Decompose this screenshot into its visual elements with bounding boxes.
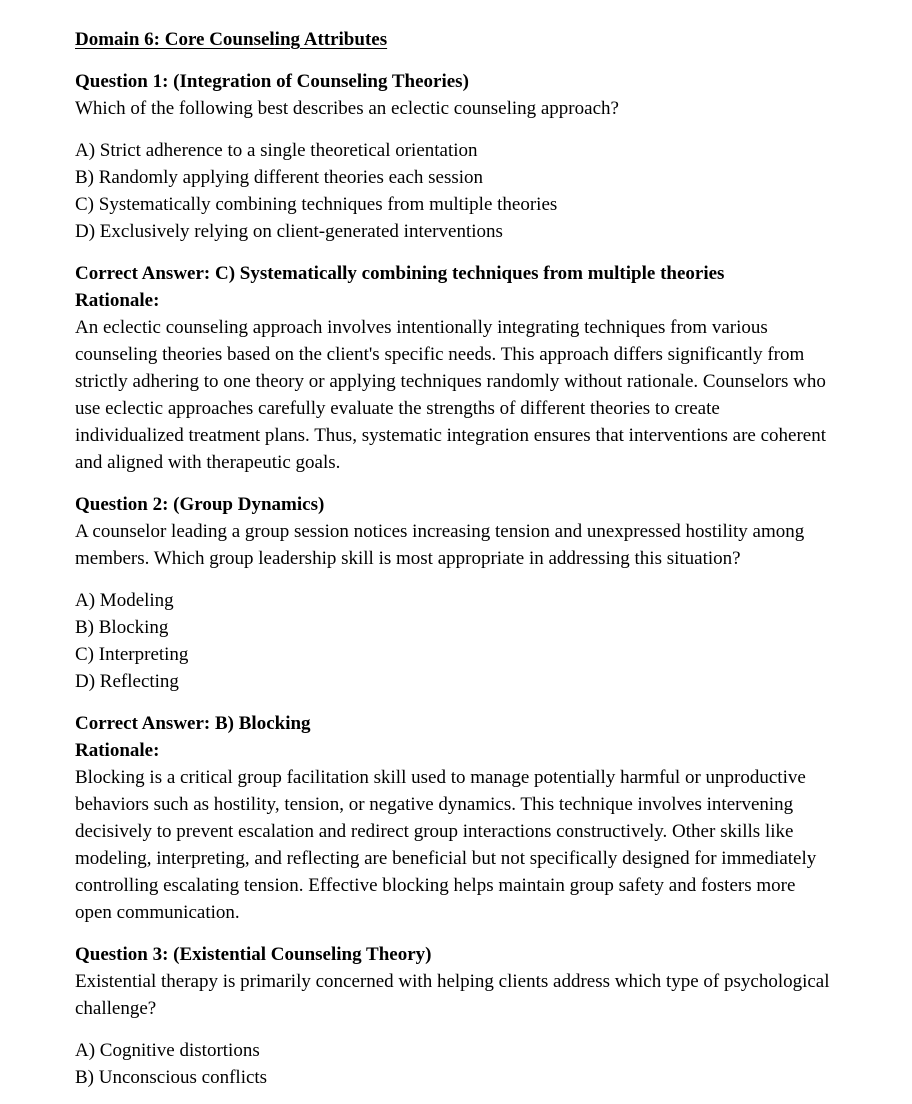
rationale-text: Blocking is a critical group facilitation skill used to manage potentially harmful or unproductive behaviors such as hostility, tension, or negative dynamics. This technique involves intervening decisively to prevent escalation and redirect group interactions constructively. Other skills like modeling, interpreting, and reflecting are beneficial but not specifically designed for immediately controlling escalating tension. Effective blocking helps maintain group safety and fosters more open communication. bbox=[75, 767, 817, 923]
option-b: B) Blocking bbox=[75, 617, 169, 638]
question-3-intro bbox=[75, 941, 832, 1022]
correct-answer: Correct Answer: B) Blocking bbox=[75, 713, 311, 734]
question-1-intro bbox=[75, 68, 832, 122]
option-b: B) Randomly applying different theories each session bbox=[75, 167, 484, 188]
question-block-1 bbox=[75, 68, 832, 476]
option-d: D) Reflecting bbox=[75, 671, 179, 692]
rationale-label: Rationale: bbox=[75, 740, 160, 761]
question-3-text: Existential therapy is primarily concerned with helping clients address which type of psychological challenge? bbox=[75, 971, 830, 1019]
option-c: C) Systematically combining techniques from multiple theories bbox=[75, 194, 558, 215]
question-1-options bbox=[75, 137, 832, 245]
question-2-options bbox=[75, 587, 832, 695]
question-1-answer-section bbox=[75, 260, 832, 476]
option-c: C) Interpreting bbox=[75, 644, 189, 665]
question-block-2 bbox=[75, 491, 832, 926]
document-title: Domain 6: Core Counseling Attributes bbox=[75, 29, 388, 50]
question-1-heading: Question 1: (Integration of Counseling Theories) bbox=[75, 71, 469, 92]
option-a: A) Modeling bbox=[75, 590, 174, 611]
option-b: B) Unconscious conflicts bbox=[75, 1067, 268, 1088]
rationale-label: Rationale: bbox=[75, 290, 160, 311]
question-2-heading: Question 2: (Group Dynamics) bbox=[75, 494, 325, 515]
option-a: A) Strict adherence to a single theoretical orientation bbox=[75, 140, 478, 161]
question-2-text: A counselor leading a group session notices increasing tension and unexpressed hostility among members. Which group leadership skill is most appropriate in addressing this situation? bbox=[75, 521, 805, 569]
question-1-text: Which of the following best describes an eclectic counseling approach? bbox=[75, 98, 619, 119]
option-a: A) Cognitive distortions bbox=[75, 1040, 260, 1061]
correct-answer: Correct Answer: C) Systematically combining techniques from multiple theories bbox=[75, 263, 725, 284]
option-d: D) Exclusively relying on client-generated interventions bbox=[75, 221, 503, 242]
question-block-3 bbox=[75, 941, 832, 1091]
question-2-answer-section bbox=[75, 710, 832, 926]
rationale-text: An eclectic counseling approach involves intentionally integrating techniques from various counseling theories based on the client's specific needs. This approach differs significantly from strictly adhering to one theory or applying techniques randomly without rationale. Counselors who use eclectic approaches carefully evaluate the strengths of different theories to create individualized treatment plans. Thus, systematic integration ensures that interventions are coherent and aligned with therapeutic goals. bbox=[75, 317, 826, 473]
question-3-options bbox=[75, 1037, 832, 1091]
question-3-heading: Question 3: (Existential Counseling Theory) bbox=[75, 944, 432, 965]
question-2-intro bbox=[75, 491, 832, 572]
